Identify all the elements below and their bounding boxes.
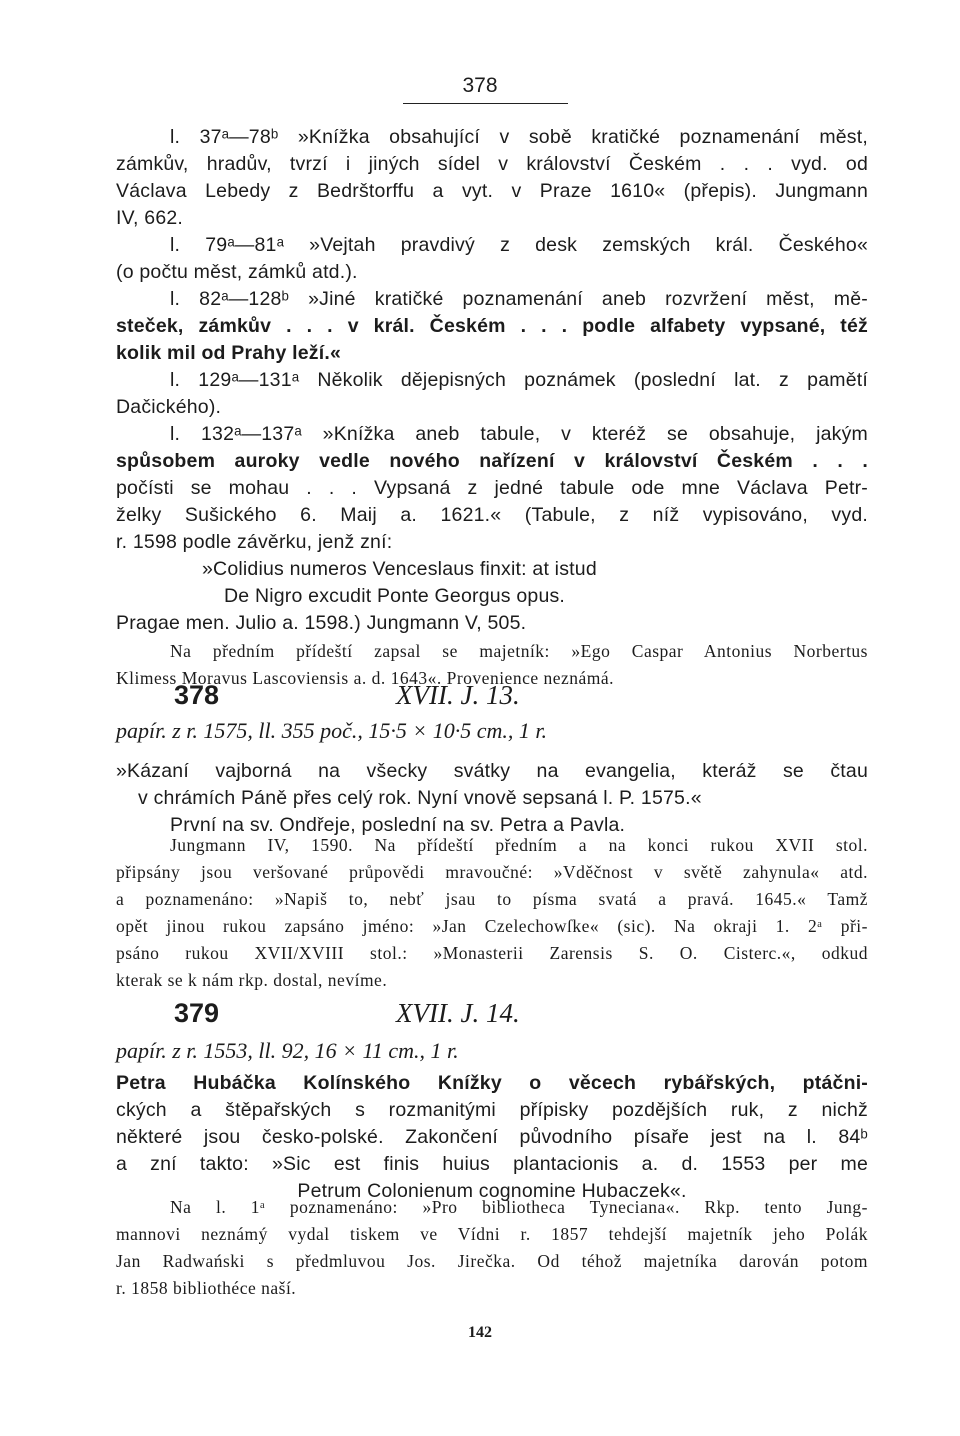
entry-number: 378 — [174, 680, 220, 710]
verse-line: »Colidius numeros Venceslaus finxit: at istud — [202, 558, 597, 580]
text-line: l. 37ᵃ—78ᵇ »Knížka obsahující v sobě kratičké poznamenání měst, — [170, 126, 868, 148]
entry-378-meta: papír. z r. 1575, ll. 355 poč., 15·5 × 10·5 cm., 1 r. — [116, 718, 548, 743]
text-line: počísti se mohau . . . Vypsaná z jedné tabule ode mne Václava Petr- — [116, 477, 868, 499]
title-line: a zní takto: »Sic est finis huius plantacionis a. d. 1553 per me — [116, 1153, 868, 1175]
verse-line: De Nigro excudit Ponte Georgus opus. — [224, 585, 566, 607]
note-line: Na l. 1ᵃ poznamenáno: »Pro bibliotheca Tyneciana«. Rkp. tento Jung- — [170, 1197, 868, 1217]
title-line: v chrámích Páně přes celý rok. Nyní vnově sepsaná l. P. 1575.« — [138, 787, 702, 809]
text-line: (o počtu měst, zámků atd.). — [116, 261, 358, 283]
entry-379-meta: papír. z r. 1553, ll. 92, 16 × 11 cm., 1 r. — [116, 1038, 459, 1063]
note-line: Na předním přídeští zapsal se majetník: »Ego Caspar Antonius Norbertus — [170, 641, 868, 661]
note-line: Klimess Moravus Lascoviensis a. d. 1643«. Provenience neznámá. — [116, 668, 615, 688]
text-line: kolik mil od Prahy leží.« — [116, 342, 341, 364]
entry-378-heading — [174, 680, 774, 720]
text-line: steček, zámkův . . . v král. Českém . . . podle alfabety vypsané, též — [116, 315, 868, 337]
text-line: IV, 662. — [116, 207, 184, 229]
note-line: r. 1858 bibliothéce naší. — [116, 1278, 297, 1298]
title-line: »Kázaní vajborná na všecky svátky na evangelia, kteráž se čtau — [116, 760, 868, 782]
text-line: l. 79ᵃ—81ᵃ »Vejtah pravdivý z desk zemských král. Českého« — [170, 234, 868, 256]
page-number: 378 — [462, 74, 498, 97]
note-line: připsány jsou veršované průpovědi mravoučné: »Vděčnost v světě zahynula« atd. — [116, 862, 868, 882]
title-line: některé jsou česko-polské. Zakončení původního písaře jest na l. 84ᵇ — [116, 1126, 868, 1148]
title-line: Petrum Colonienum cognomine Hubaczek«. — [297, 1180, 687, 1202]
entry-number: 379 — [174, 998, 220, 1028]
entry-379-title — [116, 1070, 868, 1205]
entry-378-title — [116, 758, 868, 839]
text-line: l. 82ᵃ—128ᵇ »Jiné kratičké poznamenání aneb rozvržení měst, mě- — [170, 288, 868, 310]
note-line: opět jinou rukou zapsáno jméno: »Jan Czelechowſke« (sic). Na okraji 1. 2ᵃ při- — [116, 916, 868, 936]
entry-379-heading — [174, 998, 774, 1038]
text-line: r. 1598 podle závěrku, jenž zní: — [116, 531, 393, 553]
note-line: psáno rukou XVII/XVIII stol.: »Monasterii Zarensis S. O. Cisterc.«, odkud — [116, 943, 868, 963]
title-line: První na sv. Ondřeje, poslední na sv. Petra a Pavla. — [170, 814, 626, 836]
title-line: ckých a štěpařských s rozmanitými přípisky pozdějších ruk, z nichž — [116, 1099, 868, 1121]
text-line: spůsobem auroky vedle nového nařízení v království Českém . . . — [116, 450, 868, 472]
text-line: l. 129ᵃ—131ᵃ Několik dějepisných poznámek (poslední lat. z pamětí — [170, 369, 868, 391]
footer-number: 142 — [468, 1324, 492, 1341]
entry-378-note — [116, 832, 868, 994]
text-line: zámkův, hradův, tvrzí i jiných sídel v království Českém . . . vyd. od — [116, 153, 868, 175]
note-line: a poznamenáno: »Napiš to, nebť jsau to písma svatá a pravá. 1645.« Tamž — [116, 889, 868, 909]
title-line: Petra Hubáčka Kolínského Knížky o věcech rybářských, ptáčni- — [116, 1072, 868, 1094]
entry-signature: XVII. J. 13. — [396, 680, 520, 710]
text-line: želky Sušického 6. Maij a. 1621.« (Tabule, z níž vypisováno, vyd. — [116, 504, 868, 526]
top-entry — [116, 124, 868, 637]
text-line: l. 132ᵃ—137ᵃ »Knížka aneb tabule, v kteréž se obsahuje, jakým — [170, 423, 868, 445]
text-line: Václava Lebedy z Bedrštorffu a vyt. v Praze 1610« (přepis). Jungmann — [116, 180, 868, 202]
note-line: kterak se k nám rkp. dostal, nevíme. — [116, 970, 388, 990]
note-line: Jungmann IV, 1590. Na přídeští předním a na konci rukou XVII stol. — [170, 835, 868, 855]
note-line: mannovi neznámý vydal tiskem ve Vídni r. 1857 tehdejší majetník jeho Polák — [116, 1224, 868, 1244]
text-line: Dačického). — [116, 396, 222, 418]
text-line: Pragae men. Julio a. 1598.) Jungmann V, 505. — [116, 612, 527, 634]
header-rule — [403, 103, 568, 104]
entry-signature: XVII. J. 14. — [396, 998, 520, 1028]
note-line: Jan Radwański s předmluvou Jos. Jirečka. Od téhož majetníka darován potom — [116, 1251, 868, 1271]
entry-379-note — [116, 1194, 868, 1302]
